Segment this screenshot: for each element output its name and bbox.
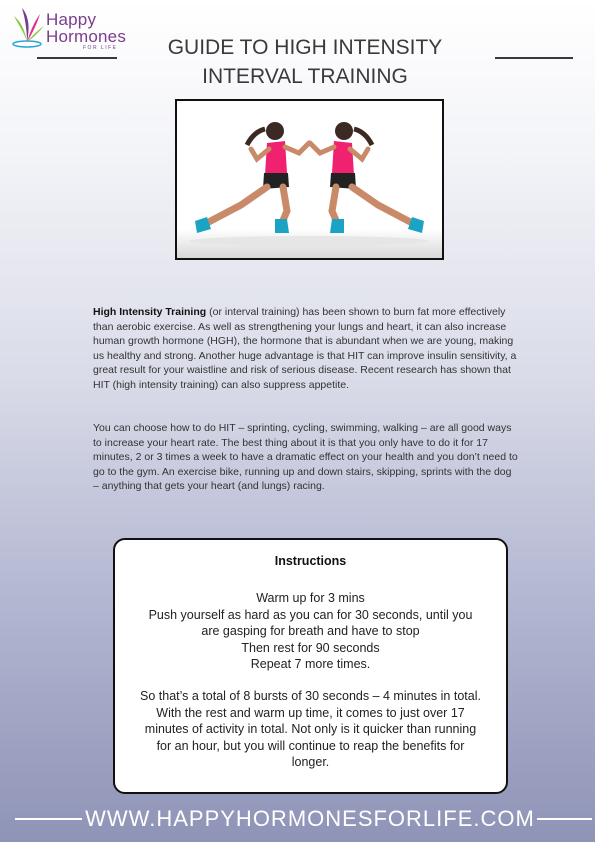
header-rule-left <box>37 57 117 59</box>
footer-rule-left <box>15 818 82 820</box>
brand-name-line2: Hormones <box>46 27 127 46</box>
runners-photo <box>175 99 444 260</box>
instruction-step: are gasping for breath and have to stop <box>201 624 420 638</box>
website-link[interactable]: WWW.HAPPYHORMONESFORLIFE.COM <box>85 806 535 831</box>
instructions-box <box>113 538 508 794</box>
instructions-heading: Instructions <box>274 554 347 568</box>
instruction-step: Then rest for 90 seconds <box>241 640 380 655</box>
header-rule-right <box>495 57 573 59</box>
brand-tagline: FOR LIFE <box>83 45 118 51</box>
intro-bold-lead: High Intensity Training <box>93 306 207 318</box>
instruction-step: Warm up for 3 mins <box>256 591 365 605</box>
intro-paragraph <box>93 305 518 392</box>
instructions-steps <box>125 590 496 673</box>
footer-rule-right <box>537 818 592 820</box>
title-line1: GUIDE TO HIGH INTENSITY <box>167 36 443 59</box>
two-runners-icon <box>177 101 442 258</box>
instruction-step: Push yourself as hard as you can for 30 seconds, until you <box>148 607 473 622</box>
page-title <box>120 33 490 91</box>
intro-text: (or interval training) has been shown to burn fat more effectively than aerobic exercise. As well as strengthening your lungs and heart, it can also increase human growth hormone (HGH), the hormone that is abundant when we are young, making us healthy and strong. Another huge advantage is that HIT can improve insulin sensitivity, a great result for your waistline and risk of serious disease. Recent research has shown that HIT (high intensity training) can also suppress appetite. <box>93 306 517 391</box>
title-line2: INTERVAL TRAINING <box>202 65 408 88</box>
brand-name-line1: Happy <box>46 10 97 29</box>
instructions-summary: So that’s a total of 8 bursts of 30 seconds – 4 minutes in total. With the rest and warm up time, it comes to just over 17 minutes of activity in total. Not only is it quicker than running for an hour, but you will continue to reap the benefits for longer. <box>140 689 481 769</box>
leaf-logo-icon <box>10 6 46 50</box>
instruction-step: Repeat 7 more times. <box>250 657 371 671</box>
options-paragraph: You can choose how to do HIT – sprinting, cycling, swimming, walking – are all good ways to increase your heart rate. The best thing about it is that you only have to do it for 17 minutes, 2 or 3 times a week to have a dramatic effect on your health and you don’t need to go to the gym. An exercise bike, running up and down stairs, skipping, sprints with the dog – anything that gets your heart (and lungs) racing. <box>93 422 518 492</box>
